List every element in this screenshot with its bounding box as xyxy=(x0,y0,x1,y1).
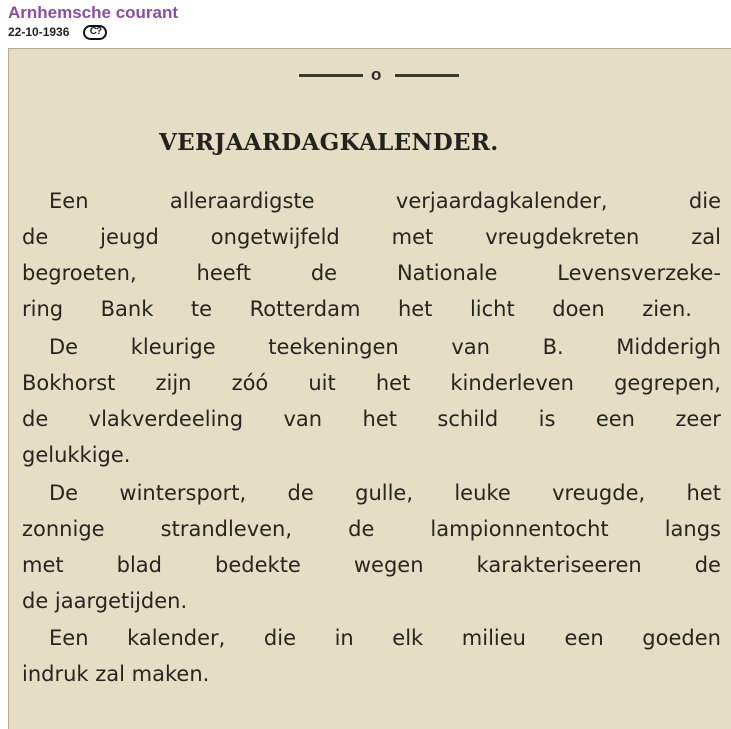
article-word: vreugde, xyxy=(552,481,646,505)
article-line xyxy=(22,297,692,321)
article-line xyxy=(22,261,721,285)
newspaper-clipping xyxy=(8,48,731,729)
article-word: het xyxy=(362,407,397,431)
article-line xyxy=(22,407,721,431)
article-word: schild xyxy=(437,407,499,431)
article-word: een xyxy=(564,626,604,650)
article-word: begroeten, xyxy=(22,261,137,285)
article-line xyxy=(49,189,721,213)
article-word: wegen xyxy=(353,553,424,577)
article-headline: VERJAARDAGKALENDER. xyxy=(159,129,499,156)
article-word: de xyxy=(310,261,338,285)
article-word: de xyxy=(22,407,49,431)
article-word: lampionnentocht xyxy=(430,517,609,541)
article-word: alleraardigste xyxy=(169,189,315,213)
article-word: verjaardagkalender, xyxy=(395,189,608,213)
article-word: langs xyxy=(664,517,721,541)
article-word: zal xyxy=(691,225,721,249)
article-word: milieu xyxy=(461,626,526,650)
article-line xyxy=(49,335,721,359)
article-word: die xyxy=(263,626,297,650)
divider-line-right xyxy=(395,74,459,77)
article-line xyxy=(22,553,721,577)
article-word: vreugdekreten xyxy=(485,225,640,249)
article-word: zonnige xyxy=(22,517,105,541)
article-word: Een xyxy=(49,189,89,213)
divider-line-left xyxy=(299,74,363,77)
article-word: het xyxy=(375,371,411,395)
section-divider xyxy=(299,67,459,83)
article-word: uit xyxy=(308,371,336,395)
article-line xyxy=(22,225,721,249)
article-word: kleurige xyxy=(130,335,216,359)
article-word: in xyxy=(334,626,354,650)
article-word: is xyxy=(538,407,556,431)
article-word: goeden xyxy=(642,626,721,650)
article-word: de xyxy=(287,481,314,505)
article-word: zien. xyxy=(642,297,692,321)
article-word: de xyxy=(348,517,375,541)
article-word: te xyxy=(190,297,213,321)
article-word: doen xyxy=(552,297,605,321)
article-word: wintersport, xyxy=(119,481,247,505)
article-word: een xyxy=(595,407,635,431)
article-word: kalender, xyxy=(127,626,226,650)
article-word: licht xyxy=(469,297,515,321)
divider-ornament: o xyxy=(371,65,382,84)
article-word: de xyxy=(22,225,49,249)
article-word: gulle, xyxy=(355,481,414,505)
article-word: Bank xyxy=(100,297,154,321)
article-word: De xyxy=(49,481,79,505)
article-word: Rotterdam xyxy=(249,297,361,321)
article-word: teekeningen xyxy=(268,335,399,359)
article-word: vlakverdeeling xyxy=(88,407,244,431)
article-word: Nationale xyxy=(396,261,498,285)
article-line: gelukkige. xyxy=(22,443,131,467)
article-word: Een xyxy=(49,626,89,650)
article-word: ongetwijfeld xyxy=(210,225,340,249)
article-word: B. xyxy=(542,335,564,359)
newspaper-title[interactable]: Arnhemsche courant xyxy=(8,3,179,22)
article-word: met xyxy=(22,553,64,577)
article-word: de xyxy=(694,553,721,577)
meta-row xyxy=(8,24,178,40)
header xyxy=(8,2,178,40)
article-word: leuke xyxy=(454,481,511,505)
article-word: het xyxy=(686,481,721,505)
article-word: jeugd xyxy=(100,225,159,249)
article-word: zijn xyxy=(155,371,192,395)
article-line: de jaargetijden. xyxy=(22,589,188,613)
article-word: zeer xyxy=(675,407,721,431)
article-word: ring xyxy=(22,297,64,321)
article-word: die xyxy=(688,189,721,213)
article-word: strandleven, xyxy=(160,517,293,541)
article-word: elk xyxy=(392,626,424,650)
article-word: zóó xyxy=(231,371,269,395)
article-word: Levensverzeke- xyxy=(557,261,721,285)
article-line xyxy=(22,517,721,541)
article-line xyxy=(22,371,721,395)
article-line xyxy=(49,626,721,650)
article-word: Bokhorst xyxy=(22,371,116,395)
article-word: van xyxy=(283,407,323,431)
article-word: met xyxy=(391,225,434,249)
article-word: heeft xyxy=(196,261,251,285)
article-line: indruk zal maken. xyxy=(22,662,210,686)
article-line xyxy=(49,481,721,505)
article-word: karakteriseeren xyxy=(476,553,642,577)
article-word: gegrepen, xyxy=(614,371,721,395)
article-word: blad xyxy=(116,553,163,577)
article-word: Midderigh xyxy=(616,335,721,359)
article-word: kinderleven xyxy=(450,371,574,395)
article-word: het xyxy=(397,297,433,321)
publication-date: 22-10-1936 xyxy=(8,25,70,39)
copyright-license-icon[interactable]: C? xyxy=(83,25,107,40)
article-word: bedekte xyxy=(215,553,301,577)
article-word: De xyxy=(49,335,79,359)
article-word: van xyxy=(451,335,490,359)
